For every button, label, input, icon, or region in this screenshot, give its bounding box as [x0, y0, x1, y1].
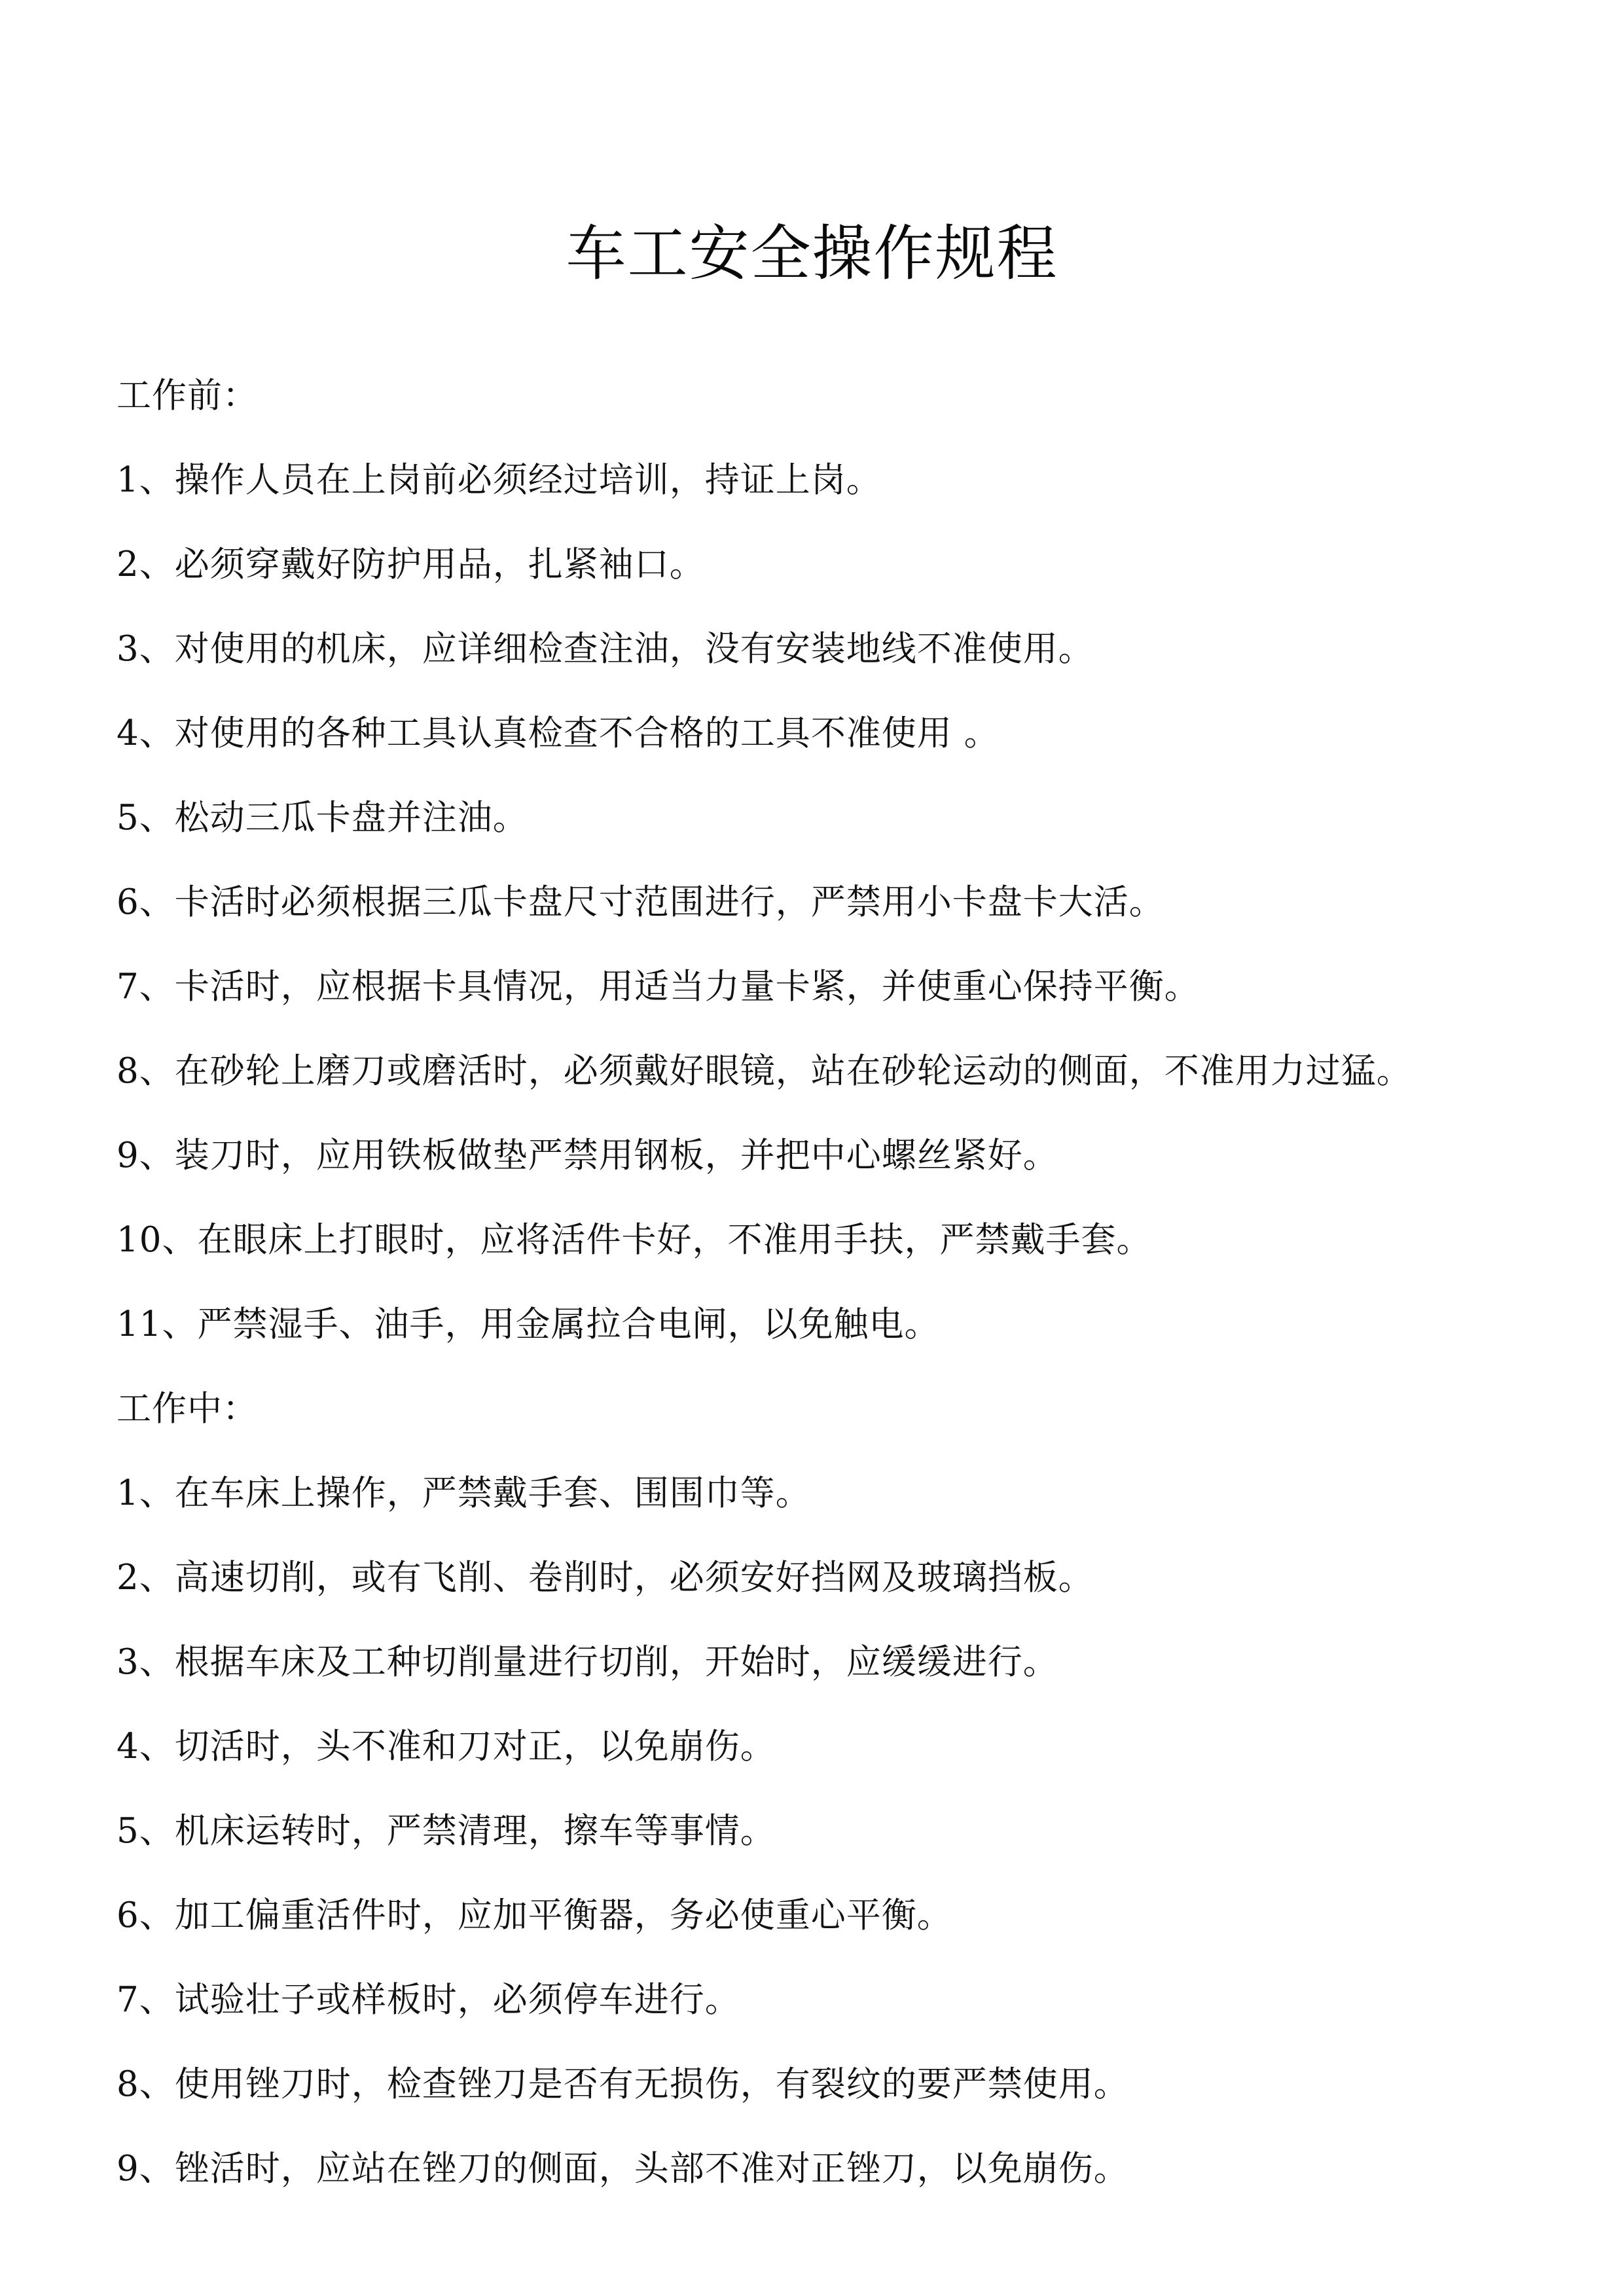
rule-line: 4、切活时，头不准和刀对正，以免崩伤。 [117, 1727, 776, 1767]
rule-line: 1、操作人员在上岗前必须经过培训，持证上岗。 [117, 460, 882, 500]
rule-line: 3、对使用的机床，应详细检查注油，没有安装地线不准使用。 [117, 629, 1094, 669]
section-heading-during-work: 工作中： [117, 1389, 258, 1429]
rule-line: 5、机床运转时，严禁清理，擦车等事情。 [117, 1811, 776, 1851]
rule-line: 10、在眼床上打眼时，应将活件卡好，不准用手扶，严禁戴手套。 [117, 1220, 1152, 1260]
rule-line: 1、在车床上操作，严禁戴手套、围围巾等。 [117, 1473, 811, 1513]
rule-line: 7、卡活时，应根据卡具情况，用适当力量卡紧，并使重心保持平衡。 [117, 967, 1200, 1007]
rule-line: 2、高速切削，或有飞削、卷削时，必须安好挡网及玻璃挡板。 [117, 1558, 1094, 1598]
rule-line: 5、松动三瓜卡盘并注油。 [117, 798, 528, 838]
rule-line: 6、加工偏重活件时，应加平衡器，务必使重心平衡。 [117, 1895, 952, 1935]
rule-line: 11、严禁湿手、油手，用金属拉合电闸，以免触电。 [117, 1304, 940, 1344]
rule-line: 4、对使用的各种工具认真检查不合格的工具不准使用 。 [117, 713, 1000, 753]
rule-line: 3、根据车床及工种切削量进行切削，开始时，应缓缓进行。 [117, 1642, 1058, 1682]
rule-line: 7、试验壮子或样板时，必须停车进行。 [117, 1980, 740, 2020]
rule-line: 6、卡活时必须根据三瓜卡盘尺寸范围进行，严禁用小卡盘卡大活。 [117, 882, 1164, 922]
rule-line: 8、在砂轮上磨刀或磨活时，必须戴好眼镜，站在砂轮运动的侧面，不准用力过猛。 [117, 1051, 1412, 1091]
rule-line: 2、必须穿戴好防护用品，扎紧袖口。 [117, 545, 705, 584]
section-heading-before-work: 工作前： [117, 376, 258, 416]
document-body [117, 367, 1622, 2224]
rule-line: 9、装刀时，应用铁板做垫严禁用钢板，并把中心螺丝紧好。 [117, 1136, 1058, 1175]
document-title: 车工安全操作规程 [566, 219, 1058, 289]
rule-line: 8、使用锉刀时，检查锉刀是否有无损伤，有裂纹的要严禁使用。 [117, 2064, 1129, 2104]
rule-line: 9、锉活时，应站在锉刀的侧面，头部不准对正锉刀，以免崩伤。 [117, 2149, 1129, 2189]
